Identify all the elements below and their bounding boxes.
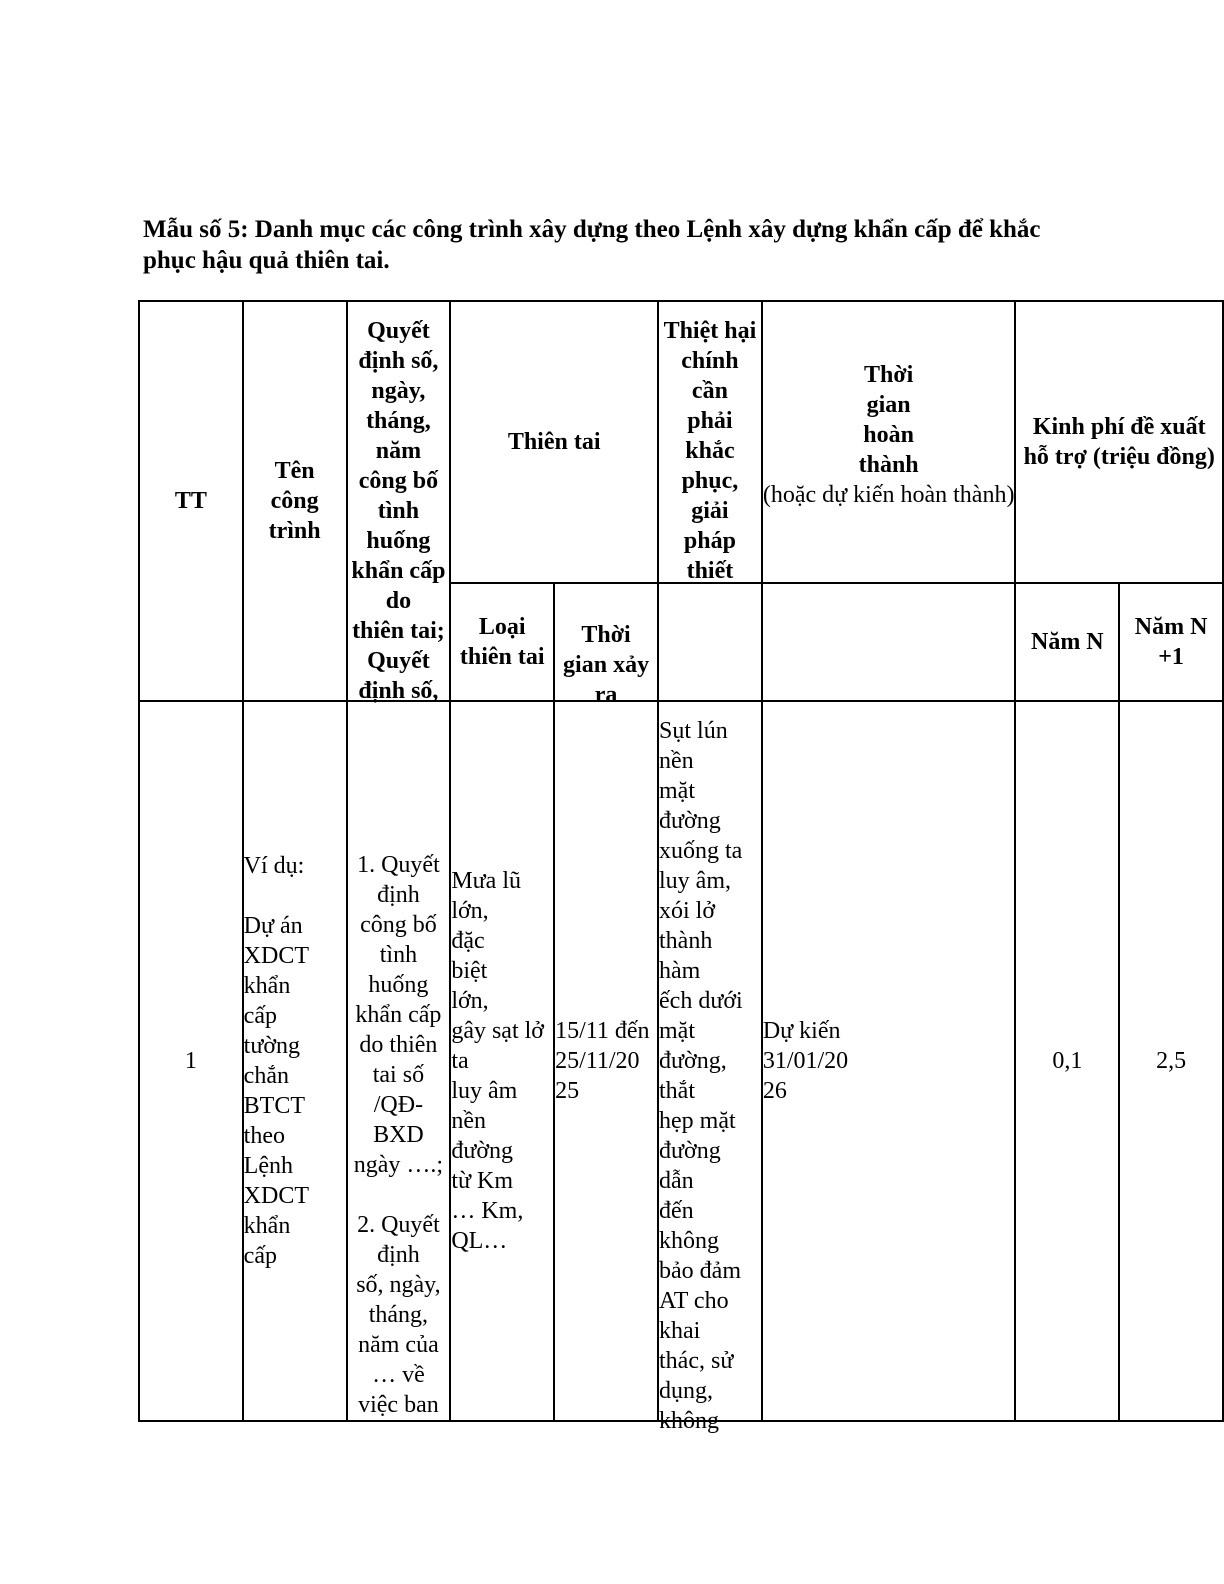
header-quyet-dinh-label: Quyết định số, ngày, tháng, năm công bố tình huống khẩn cấp do thiên tai; Quyết định số, <box>351 318 446 704</box>
header-empty-2 <box>762 583 1016 701</box>
header-thien-tai: Thiên tai <box>450 301 658 583</box>
header-thoi-gian-hoan-thanh-note: (hoặc dự kiến hoàn thành) <box>762 482 1015 508</box>
header-thoi-gian-hoan-thanh-label: Thời gian hoàn thành <box>858 362 919 478</box>
page-title: Mẫu số 5: Danh mục các công trình xây dựng theo Lệnh xây dựng khẩn cấp để khắc phục hậu quả thiên tai. <box>143 216 1041 274</box>
header-empty-1 <box>658 583 762 701</box>
cell-thoi-gian-xay-ra: 15/11 đến 25/11/20 25 <box>554 701 658 1421</box>
header-thoi-gian-xay-ra-label: Thời gian xảy ra <box>563 622 650 708</box>
header-kinh-phi: Kinh phí đề xuất hỗ trợ (triệu đồng) <box>1015 301 1223 583</box>
cell-tt: 1 <box>139 701 243 1421</box>
cell-nam-n: 0,1 <box>1015 701 1119 1421</box>
cell-quyet-dinh <box>347 701 451 1421</box>
cell-ten-cong-trinh: Ví dụ: Dự án XDCT khẩn cấp tường chắn BTCT theo Lệnh XDCT khẩn cấp <box>243 701 347 1421</box>
header-thoi-gian-xay-ra <box>554 583 658 708</box>
cell-loai-thien-tai: Mưa lũ lớn, đặc biệt lớn, gây sạt lở ta luy âm nền đường từ Km … Km, QL… <box>450 701 554 1421</box>
header-quyet-dinh <box>347 301 451 704</box>
header-tt-label: TT <box>174 488 207 514</box>
table-row <box>139 701 1223 1421</box>
header-tt <box>139 301 243 701</box>
header-thiet-hai-label: Thiệt hại chính cần phải khắc phục, giải pháp thiết <box>663 318 757 584</box>
cell-thoi-gian-hoan-thanh: Dự kiến 31/01/20 26 <box>762 701 1016 1421</box>
header-thoi-gian-hoan-thanh <box>762 301 1016 583</box>
cell-thiet-hai-text: Sụt lún nền mặt đường xuống ta luy âm, xói lở thành hàm ếch dưới mặt đường, thắt hẹp mặt đường dẫn đến không bảo đảm AT cho khai thác, sử dụng, không <box>659 718 743 1434</box>
header-ten-cong-trinh: Tên công trình <box>243 301 347 701</box>
header-nam-n: Năm N <box>1015 583 1119 701</box>
works-table <box>138 300 1224 1434</box>
cell-thiet-hai <box>658 701 762 1434</box>
cell-nam-n1: 2,5 <box>1119 701 1223 1421</box>
header-nam-n1: Năm N +1 <box>1119 583 1223 701</box>
header-thiet-hai <box>658 301 762 583</box>
header-thoi-gian-hoan-thanh-box <box>763 302 1015 582</box>
header-loai-thien-tai: Loại thiên tai <box>450 583 554 701</box>
cell-quyet-dinh-text: 1. Quyết định công bố tình huống khẩn cấp do thiên tai số /QĐ- BXD ngày ….; 2. Quyết định số, ngày, tháng, năm của … về việc ban <box>353 852 444 1418</box>
